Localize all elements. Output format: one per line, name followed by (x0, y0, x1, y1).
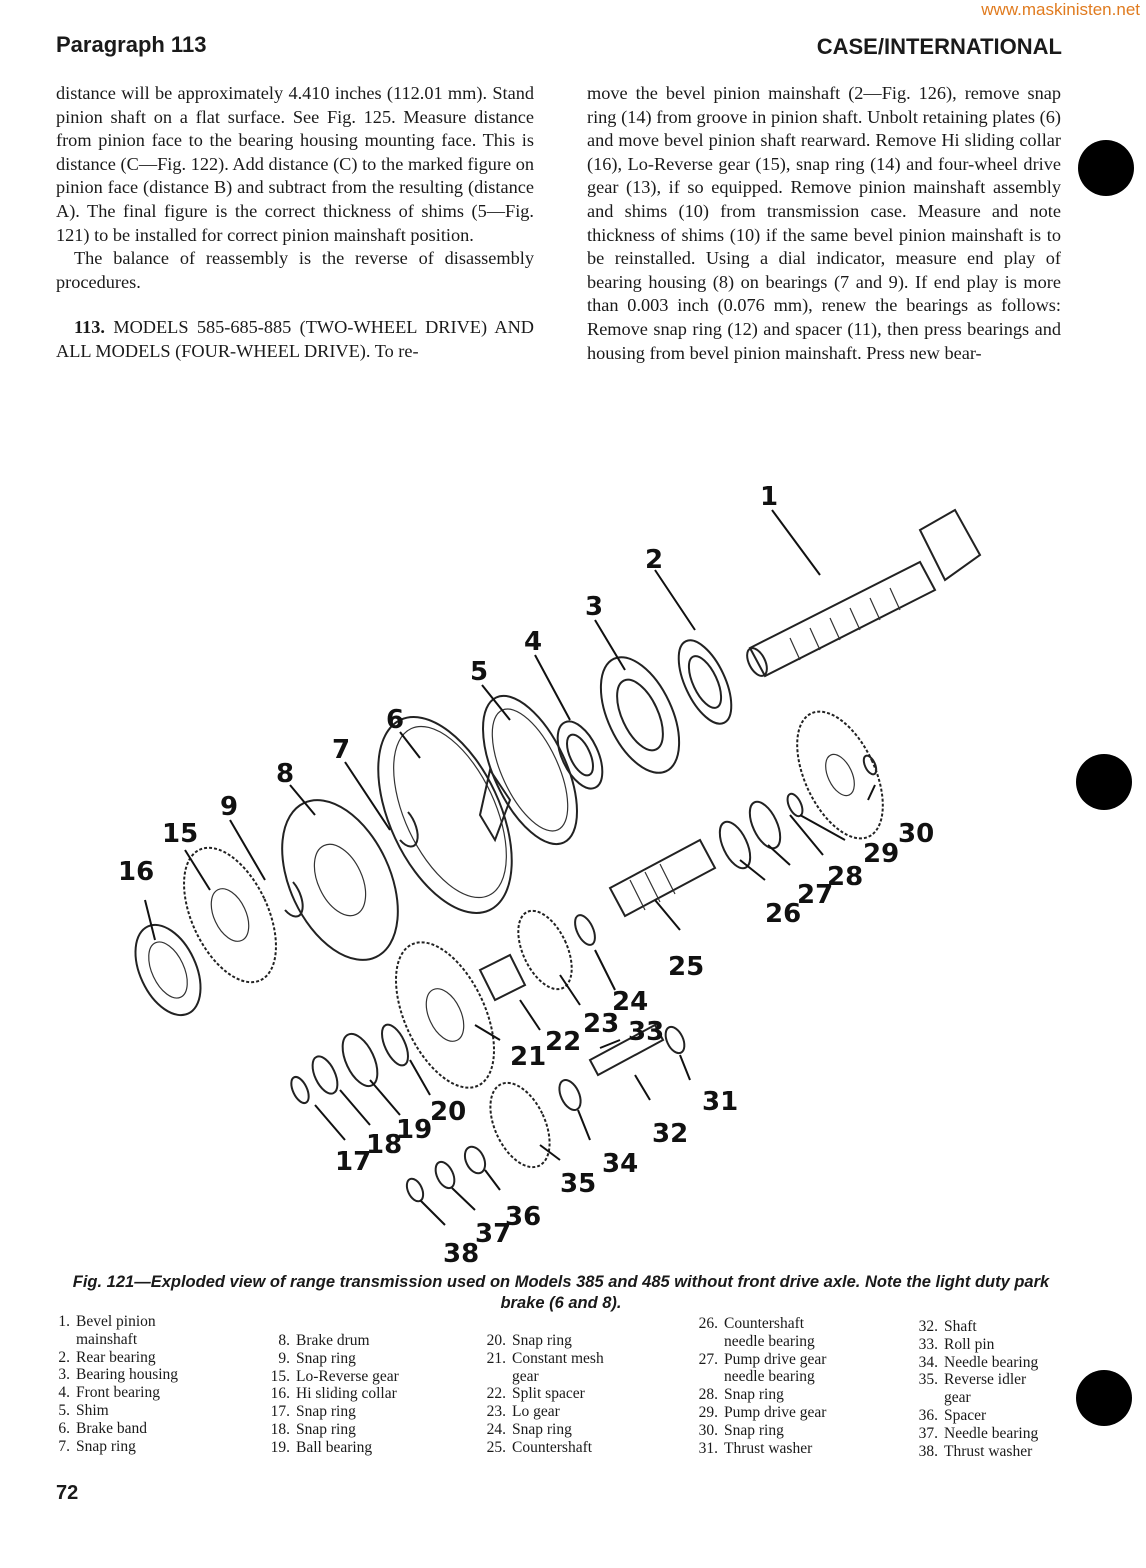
legend-item-number: 19. (270, 1438, 290, 1456)
callout-30: 30 (898, 819, 935, 849)
legend-column-3 (484, 1332, 604, 1457)
legend-item (268, 1350, 399, 1368)
legend-item (484, 1368, 604, 1386)
callout-5: 5 (470, 657, 489, 687)
callout-29: 29 (863, 839, 900, 869)
exploded-view-diagram (100, 470, 1080, 1270)
legend-item (916, 1354, 1038, 1372)
paragraph-113-text: MODELS 585-685-885 (TWO-WHEEL DRIVE) AND ALL MODELS (FOUR-WHEEL DRIVE). To re- (56, 317, 534, 361)
legend-item-label: Bevel pinion (76, 1313, 156, 1330)
lo-reverse-gear (165, 834, 295, 997)
legend-item-label: Brake drum (296, 1332, 370, 1349)
legend-item-number: 25. (486, 1438, 506, 1456)
callout-33: 33 (628, 1017, 665, 1047)
legend-item-number: 6. (58, 1419, 70, 1437)
legend-item-label: Lo gear (512, 1403, 560, 1421)
legend-column-5 (916, 1318, 1038, 1460)
needle-bearing-37 (432, 1159, 458, 1191)
legend-item (484, 1332, 604, 1350)
constant-mesh-gear (376, 927, 514, 1102)
snap-ring-20 (377, 1021, 414, 1069)
callout-27: 27 (797, 880, 834, 910)
callout-17: 17 (335, 1147, 372, 1177)
legend-item-number: 5. (58, 1401, 70, 1419)
left-text-column (56, 82, 534, 364)
callout-26: 26 (765, 899, 802, 929)
legend-item-number: 34. (918, 1353, 938, 1371)
legend-item (48, 1366, 178, 1384)
pump-drive-gear-needle-bearing (744, 797, 787, 852)
bevel-pinion-mainshaft (743, 510, 980, 679)
callout-1: 1 (760, 482, 779, 512)
legend-item (696, 1422, 826, 1440)
callout-35: 35 (560, 1169, 597, 1199)
legend-item-label: Roll pin (944, 1335, 995, 1353)
legend-item (916, 1425, 1038, 1443)
legend-item-label: Hi sliding collar (296, 1385, 397, 1403)
legend-item-label: Snap ring (76, 1437, 136, 1455)
legend-column-1 (48, 1313, 178, 1455)
legend-item-label: Ball bearing (296, 1438, 373, 1456)
legend-item-number: 29. (698, 1403, 718, 1421)
legend-item-number: 3. (58, 1366, 70, 1384)
legend-item-number: 22. (486, 1385, 506, 1403)
legend-item-label: Thrust washer (724, 1439, 813, 1457)
legend-item-label: needle bearing (724, 1368, 815, 1386)
callout-22: 22 (545, 1027, 582, 1057)
right-text-column (587, 82, 1061, 365)
legend-column-4 (696, 1315, 826, 1457)
legend-item (916, 1371, 1038, 1389)
callout-37: 37 (475, 1219, 512, 1249)
manufacturer-header: CASE/INTERNATIONAL (816, 34, 1062, 59)
legend-item-number: 20. (486, 1332, 506, 1349)
legend-item (268, 1385, 399, 1403)
legend-item (916, 1443, 1038, 1461)
legend-item (48, 1438, 178, 1456)
ball-bearing (335, 1029, 384, 1092)
legend-item-label: Front bearing (76, 1384, 160, 1402)
legend-item (48, 1331, 178, 1349)
right-paragraph-1: move the bevel pinion mainshaft (2—Fig. 126), remove snap ring (14) from groove in pinion shaft. Unbolt retaining plates (6) and move bevel pinion shaft rearward. Remove Hi sliding collar (16), Lo-Reverse gear (15), snap ring (14) and four-wheel drive gear (13), if so equipped. Remove pinion mainshaft assembly and shims (10) from transmission case. Measure and note thickness of shims (10) if the same bevel pinion mainshaft is to be reinstalled. Using a dial indicator, measure end play of bearing housing (8) on bearings (7 and 9). If end play is more than 0.003 inch (0.076 mm), renew the bearings as follows: Remove snap ring (12) and spacer (11), then press bearings and housing from bevel pinion mainshaft. Press new bear- (587, 83, 1061, 363)
page-number: 72 (56, 1482, 79, 1504)
legend-item-label: Shaft (944, 1318, 977, 1335)
callout-31: 31 (702, 1087, 739, 1117)
figure-caption: Fig. 121—Exploded view of range transmission used on Models 385 and 485 without front drive axle. Note the light duty park brake (6 and 8). (72, 1273, 1050, 1312)
legend-item-number (916, 1389, 938, 1407)
legend-item-label: Snap ring (296, 1349, 356, 1367)
legend-item-label: Rear bearing (76, 1348, 156, 1366)
legend-item-number: 27. (698, 1350, 718, 1368)
legend-item-label: Thrust washer (944, 1442, 1033, 1460)
countershaft (610, 840, 715, 916)
split-spacer (480, 955, 525, 1000)
needle-bearing-34 (555, 1077, 585, 1114)
legend-item-number: 35. (918, 1371, 938, 1389)
legend-item (696, 1315, 826, 1333)
callout-4: 4 (524, 627, 543, 657)
legend-item-number (48, 1331, 70, 1349)
legend-item-label: Needle bearing (944, 1424, 1039, 1442)
legend-item-label: Split spacer (512, 1385, 585, 1403)
legend-item (48, 1420, 178, 1438)
legend-item (916, 1407, 1038, 1425)
callout-7: 7 (332, 735, 351, 765)
legend-item (484, 1403, 604, 1421)
legend-item-number: 23. (486, 1403, 506, 1421)
legend-item-label: Constant mesh (512, 1349, 604, 1367)
legend-item-number: 24. (486, 1420, 506, 1438)
legend-item (484, 1350, 604, 1368)
paragraph-header: Paragraph 113 (56, 32, 207, 57)
thrust-washer-38 (404, 1176, 427, 1204)
lo-gear (507, 903, 582, 998)
legend-item (268, 1368, 399, 1386)
legend-item (48, 1402, 178, 1420)
legend-item (916, 1336, 1038, 1354)
snap-ring-24 (571, 912, 599, 948)
legend-item-label: Bearing housing (76, 1366, 179, 1384)
legend-item-number: 18. (270, 1420, 290, 1438)
legend-item (696, 1386, 826, 1404)
callout-38: 38 (443, 1239, 480, 1269)
legend-item (696, 1368, 826, 1386)
legend-item-label: Pump drive gear (724, 1350, 827, 1368)
callout-34: 34 (602, 1149, 639, 1179)
paragraph-number: 113. (74, 317, 105, 338)
legend-item-label: Reverse idler (944, 1371, 1027, 1389)
legend-item-number: 28. (698, 1386, 718, 1404)
front-bearing (548, 715, 611, 795)
legend-item-number: 17. (270, 1403, 290, 1421)
legend-item-label: Snap ring (724, 1421, 784, 1439)
snap-ring-17 (288, 1074, 313, 1105)
legend-item-label: Spacer (944, 1406, 987, 1424)
callout-21: 21 (510, 1042, 547, 1072)
callout-25: 25 (668, 952, 705, 982)
legend-item (48, 1349, 178, 1367)
legend-item (916, 1389, 1038, 1407)
legend-item-label: Pump drive gear (724, 1403, 827, 1421)
callout-32: 32 (652, 1119, 689, 1149)
legend-item-label: Shim (76, 1401, 109, 1419)
legend-item (916, 1318, 1038, 1336)
legend-item-number: 31. (698, 1439, 718, 1457)
legend-item-number: 37. (918, 1424, 938, 1442)
legend-item-label: Snap ring (512, 1420, 572, 1438)
legend-item-label: gear (944, 1389, 971, 1407)
legend-item-number (696, 1368, 718, 1386)
legend-item-number: 8. (278, 1332, 290, 1349)
countershaft-needle-bearing (714, 817, 757, 872)
legend-item-number (484, 1368, 506, 1386)
legend-item-label: Snap ring (512, 1332, 572, 1349)
legend-item-label: Brake band (76, 1419, 148, 1437)
left-paragraph-3 (56, 316, 534, 363)
callout-19: 19 (396, 1115, 433, 1145)
callout-8: 8 (276, 759, 295, 789)
legend-item-number: 4. (58, 1384, 70, 1402)
callout-6: 6 (386, 705, 405, 735)
legend-item-number (696, 1333, 718, 1351)
watermark: www.maskinisten.net (981, 0, 1140, 19)
legend-item-label: Countershaft (512, 1438, 593, 1456)
reverse-idler-gear (478, 1074, 561, 1177)
legend-item-number: 7. (58, 1437, 70, 1455)
legend-item-label: gear (512, 1367, 539, 1385)
legend-item (48, 1313, 178, 1331)
snap-ring-28 (784, 792, 805, 819)
legend-item (696, 1351, 826, 1369)
callout-9: 9 (220, 792, 239, 822)
legend-item-label: Snap ring (296, 1420, 356, 1438)
legend-item-number: 21. (486, 1349, 506, 1367)
legend-item-number: 15. (270, 1367, 290, 1385)
legend-item-number: 2. (58, 1348, 70, 1366)
legend-item-number: 26. (698, 1315, 718, 1332)
legend-item (696, 1404, 826, 1422)
legend-item-number: 1. (58, 1313, 70, 1330)
thrust-washer-31 (662, 1024, 688, 1056)
legend-item (484, 1421, 604, 1439)
legend-item (696, 1333, 826, 1351)
binder-hole-top (1078, 140, 1134, 196)
callout-16: 16 (118, 857, 155, 887)
rear-bearing (668, 633, 742, 731)
legend-item-label: mainshaft (76, 1330, 138, 1348)
callout-3: 3 (585, 592, 604, 622)
binder-hole-middle (1076, 754, 1132, 810)
legend-item-number: 33. (918, 1335, 938, 1353)
left-paragraph-2: The balance of reassembly is the reverse of disassembly procedures. (56, 248, 534, 292)
callout-20: 20 (430, 1097, 467, 1127)
callout-18: 18 (366, 1130, 403, 1160)
snap-ring-18 (307, 1053, 342, 1098)
leader-lines (145, 510, 875, 1225)
brake-drum (259, 782, 421, 978)
callout-24: 24 (612, 987, 649, 1017)
callout-2: 2 (645, 545, 664, 575)
spacer-36 (461, 1144, 489, 1177)
legend-item (268, 1421, 399, 1439)
legend-item (484, 1385, 604, 1403)
legend-item-number: 9. (278, 1349, 290, 1367)
callout-labels (118, 482, 934, 1269)
legend-item-label: Snap ring (296, 1403, 356, 1421)
legend-item (268, 1403, 399, 1421)
legend-item-label: Countershaft (724, 1315, 805, 1332)
legend-item (268, 1439, 399, 1457)
legend-item-number: 16. (270, 1385, 290, 1403)
pump-drive-gear (780, 699, 901, 852)
snap-ring-30 (861, 754, 879, 776)
legend-item (268, 1332, 399, 1350)
legend-item (484, 1439, 604, 1457)
legend-column-2 (268, 1332, 399, 1457)
legend-item-number: 30. (698, 1421, 718, 1439)
binder-hole-bottom (1076, 1370, 1132, 1426)
legend-item-label: Snap ring (724, 1386, 784, 1404)
left-paragraph-1: distance will be approximately 4.410 inches (112.01 mm). Stand pinion shaft on a flat surface. See Fig. 125. Measure distance from pinion face to the bearing housing mounting face. This is distance (C—Fig. 122). Add distance (C) to the marked figure on pinion face (distance B) and subtract from the resulting (distance A). The final figure is the correct thickness of shims (5—Fig. 121) to be installed for correct pinion mainshaft position. (56, 83, 534, 245)
legend-item-number: 38. (918, 1442, 938, 1460)
legend-item-number: 36. (918, 1406, 938, 1424)
callout-28: 28 (827, 862, 864, 892)
legend-item (696, 1440, 826, 1458)
callout-23: 23 (583, 1009, 620, 1039)
hi-sliding-collar (122, 915, 213, 1026)
callout-15: 15 (162, 819, 199, 849)
legend-item-label: Lo-Reverse gear (296, 1367, 399, 1385)
legend-item-label: needle bearing (724, 1332, 815, 1350)
legend-item (48, 1384, 178, 1402)
legend-item-label: Needle bearing (944, 1353, 1039, 1371)
callout-36: 36 (505, 1202, 542, 1232)
legend-item-number: 32. (918, 1318, 938, 1335)
